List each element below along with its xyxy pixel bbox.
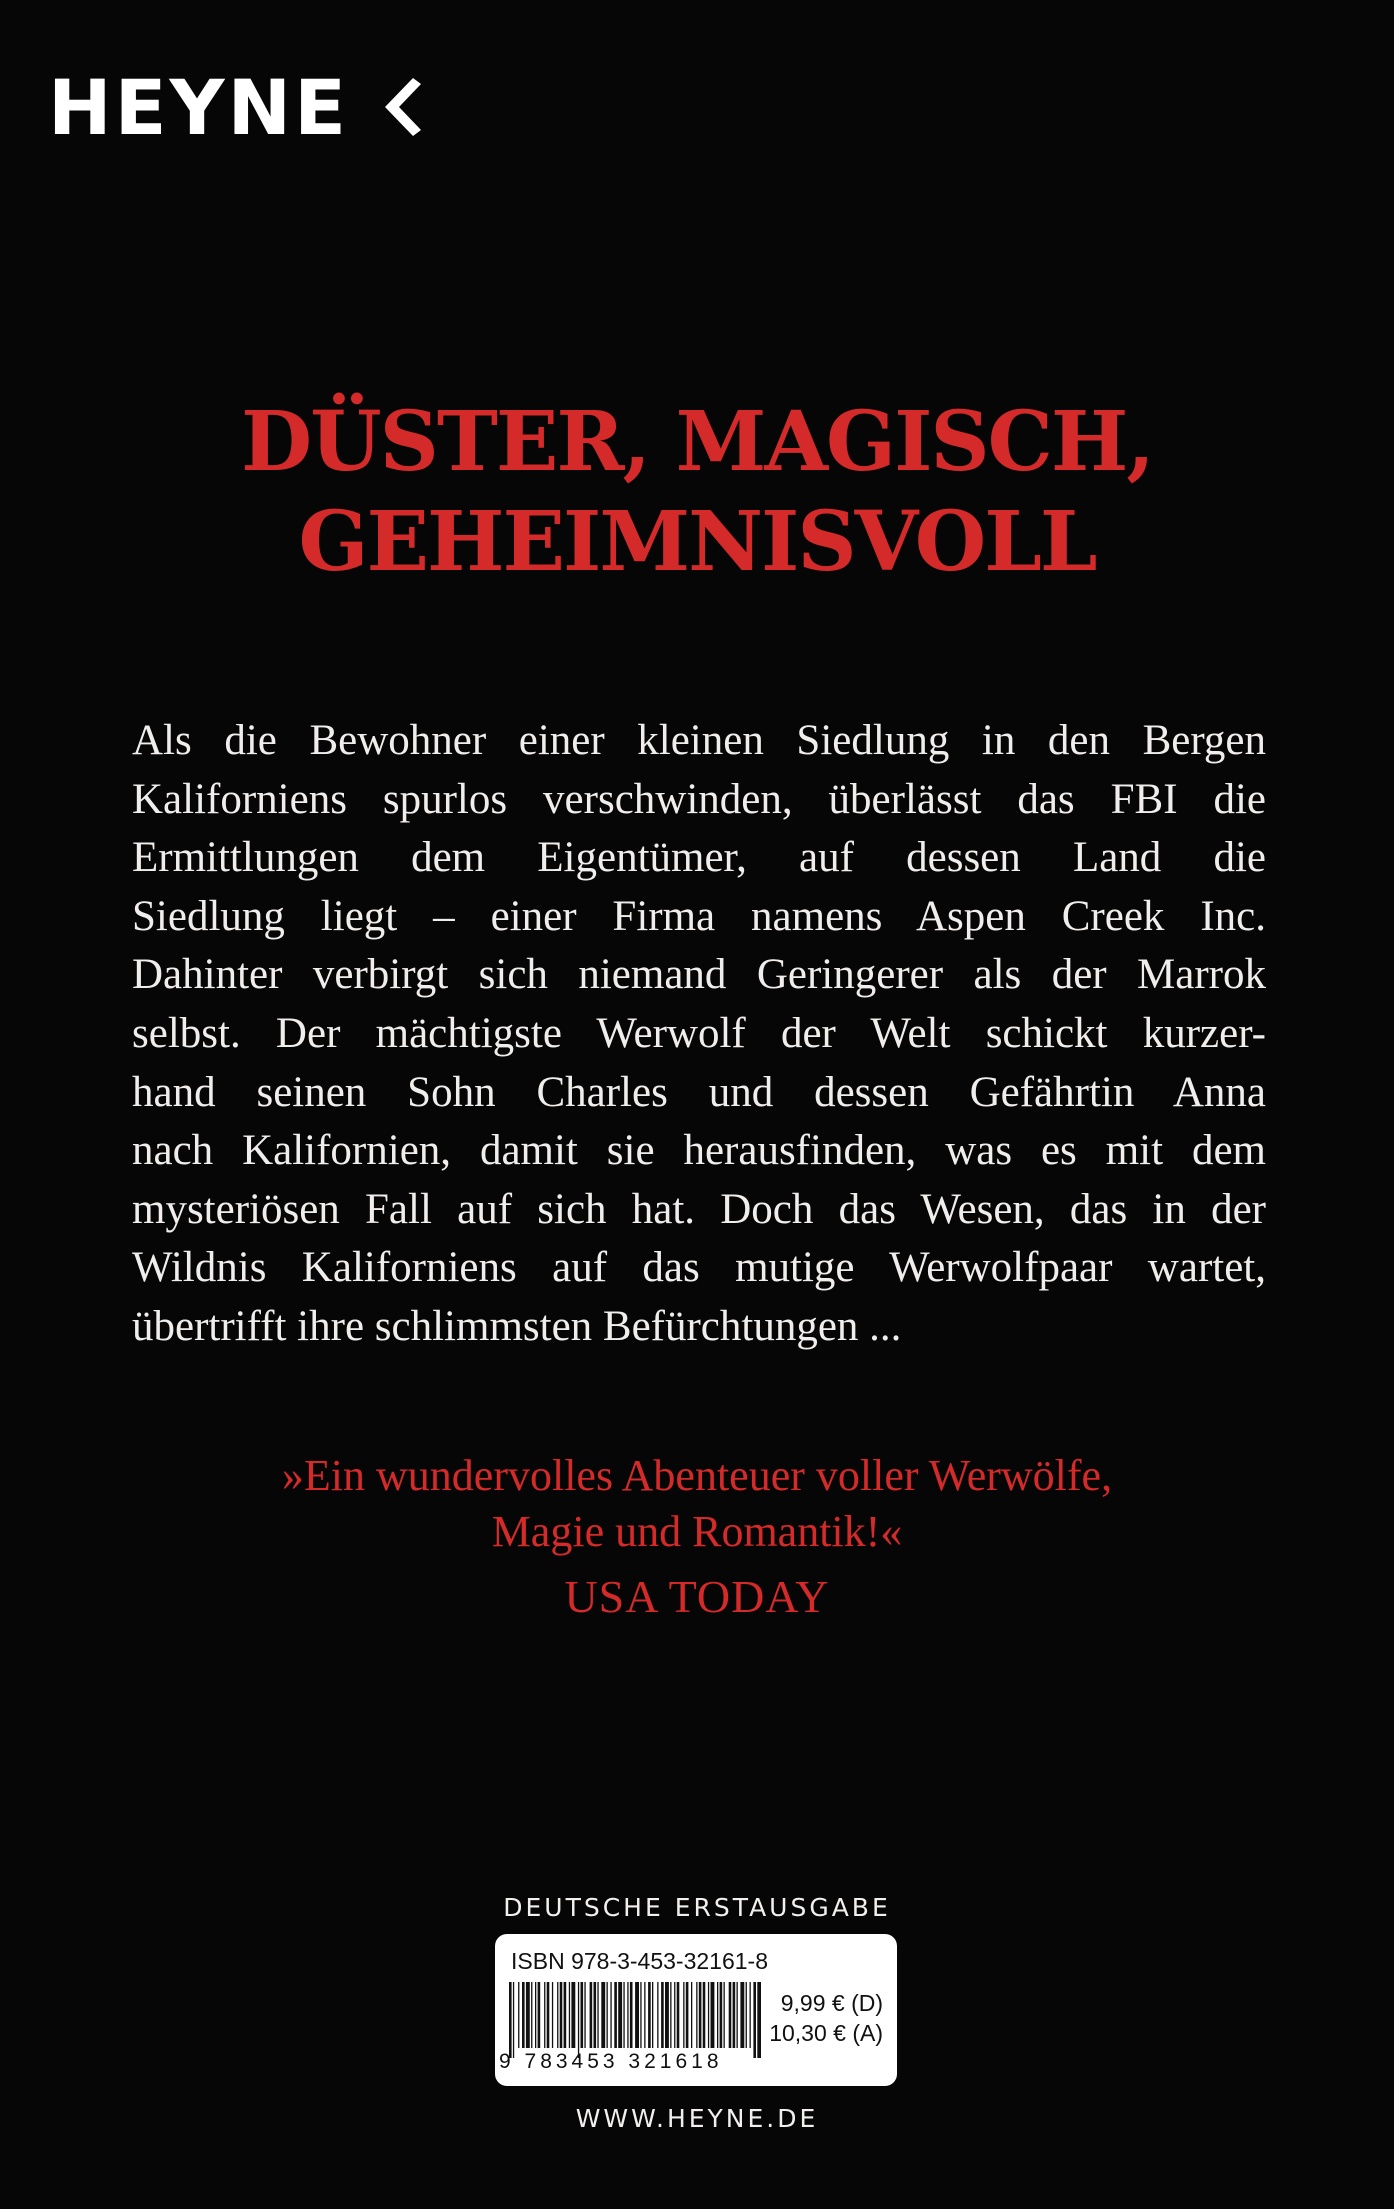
review-quote: [0, 1448, 1394, 1560]
barcode-bar: [509, 1982, 512, 2058]
barcode-bar: [691, 1982, 692, 2048]
barcode-label: [495, 1934, 897, 2086]
barcode-bar: [683, 1982, 684, 2048]
blurb-line: Siedlung liegt – einer Firma namens Aspen Creek Inc.: [132, 892, 1266, 940]
barcode-bar: [661, 1982, 664, 2048]
blurb-line: Dahinter verbirgt sich niemand Geringerer als der Marrok: [132, 951, 1266, 999]
barcode-bar: [696, 1982, 697, 2048]
barcode-bar: [547, 1982, 550, 2048]
barcode-bar: [665, 1982, 669, 2048]
review-quote-line: Magie und Romantik!«: [491, 1507, 903, 1556]
barcode-bar: [648, 1982, 651, 2048]
barcode-bar: [513, 1982, 514, 2058]
barcode-bar: [750, 1982, 751, 2048]
barcode-bar: [590, 1982, 593, 2048]
barcode-bar: [640, 1982, 641, 2048]
barcode-bar: [746, 1982, 747, 2048]
review-source: USA TODAY: [564, 1571, 830, 1622]
barcode-bar: [597, 1982, 598, 2048]
barcode-bar: [635, 1982, 639, 2048]
barcode-bar: [757, 1982, 761, 2058]
barcode-bar: [708, 1982, 709, 2048]
barcode-bar: [610, 1982, 611, 2048]
barcode-bar: [737, 1982, 738, 2048]
blurb-text: [132, 712, 1266, 1357]
barcode-bar: [544, 1982, 545, 2048]
barcode-bar: [584, 1982, 585, 2048]
price-austria: 10,30 € (A): [769, 2020, 883, 2046]
barcode-bar: [724, 1982, 725, 2048]
blurb-line: übertrifft ihre schlimmsten Befürchtungen ...: [132, 1302, 902, 1350]
barcode-bar: [552, 1982, 553, 2048]
publisher-logo: [48, 63, 421, 152]
blurb-line: Als die Bewohner einer kleinen Siedlung in den Bergen: [132, 717, 1266, 764]
barcode-bar: [569, 1982, 570, 2048]
barcode-bar: [535, 1982, 536, 2048]
barcode-bar: [578, 1982, 579, 2058]
heyne-chevron-icon: [383, 76, 421, 138]
headline-line: DÜSTER, MAGISCH,: [241, 394, 1153, 490]
isbn-number: ISBN 978-3-453-32161-8: [511, 1948, 768, 1974]
publisher-website: WWW.HEYNE.DE: [575, 2104, 819, 2133]
barcode-graphic: [509, 1982, 761, 2058]
blurb-line: Kaliforniens spurlos verschwinden, überlässt das FBI die: [132, 775, 1266, 823]
barcode-bar: [564, 1982, 567, 2048]
barcode-bar: [594, 1982, 597, 2048]
barcode-bar: [657, 1982, 658, 2048]
headline-line: GEHEIMNISVOLL: [298, 494, 1096, 590]
barcode-bar: [677, 1982, 680, 2048]
blurb-line: mysteriösen Fall auf sich hat. Doch das Wesen, das in der: [132, 1185, 1266, 1233]
barcode-bar: [614, 1982, 617, 2048]
barcode-bar: [753, 1982, 756, 2058]
barcode-bar: [711, 1982, 715, 2048]
barcode-bar: [740, 1982, 744, 2048]
blurb-line: selbst. Der mächtigste Werwolf der Welt schickt kurzer-: [132, 1009, 1266, 1057]
barcode-bar: [686, 1982, 689, 2048]
barcode-bar: [607, 1982, 608, 2048]
barcode-bar: [531, 1982, 532, 2048]
barcode-bar: [571, 1982, 575, 2048]
blurb-line: nach Kalifornien, damit sie herausfinden, was es mit dem: [132, 1127, 1266, 1175]
blurb-line: Ermittlungen dem Eigentümer, auf dessen Land die: [132, 834, 1266, 882]
barcode-bar: [652, 1982, 653, 2048]
barcode-bar: [601, 1982, 605, 2048]
barcode-bar: [522, 1982, 525, 2048]
price-germany: 9,99 € (D): [780, 1990, 883, 2016]
blurb-line: Wildnis Kaliforniens auf das mutige Werwolfpaar wartet,: [132, 1244, 1266, 1292]
barcode-bar: [627, 1982, 628, 2048]
blurb-line: hand seinen Sohn Charles und dessen Gefährtin Anna: [132, 1068, 1266, 1116]
barcode-bar: [518, 1982, 519, 2048]
barcode-bar: [670, 1982, 671, 2048]
headline: [0, 392, 1394, 592]
barcode-bar: [674, 1982, 675, 2048]
barcode-bar: [699, 1982, 702, 2048]
barcode-bar: [618, 1982, 622, 2048]
barcode-bar: [581, 1982, 584, 2048]
barcode-bar: [720, 1982, 723, 2048]
barcode-bar: [733, 1982, 736, 2048]
barcode-bar: [630, 1982, 633, 2048]
edition-label: DEUTSCHE ERSTAUSGABE: [503, 1893, 891, 1922]
review-quote-line: »Ein wundervolles Abenteuer voller Werwölfe,: [281, 1451, 1113, 1500]
barcode-bar: [560, 1982, 563, 2048]
barcode-bar: [644, 1982, 645, 2048]
barcode-digits: 9 783453 321618: [499, 2050, 723, 2073]
barcode-bar: [557, 1982, 558, 2048]
barcode-bar: [538, 1982, 541, 2048]
barcode-bar: [623, 1982, 624, 2048]
barcode-bar: [729, 1982, 732, 2048]
barcode-bar: [717, 1982, 718, 2048]
barcode-bar: [526, 1982, 530, 2048]
barcode-bar: [703, 1982, 706, 2048]
publisher-name: HEYNE: [48, 63, 350, 152]
